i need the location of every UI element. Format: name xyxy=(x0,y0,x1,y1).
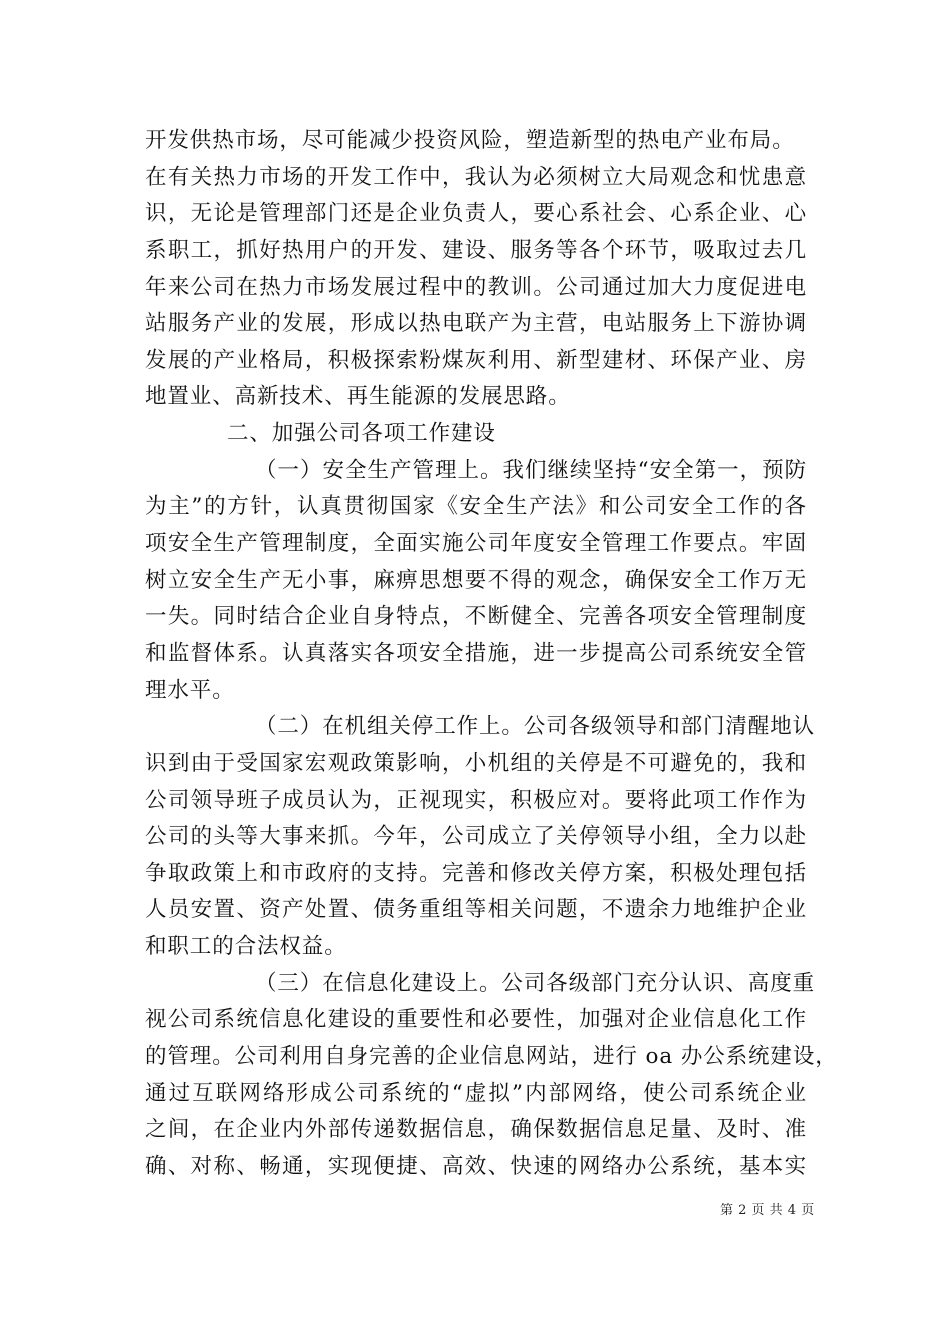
text-line: 树立安全生产无小事，麻痹思想要不得的观念，确保安全工作万无 xyxy=(145,567,807,593)
text-line: 和职工的合法权益。 xyxy=(145,934,347,960)
text-line: 理水平。 xyxy=(145,677,235,703)
text-line: 之间，在企业内外部传递数据信息，确保数据信息足量、及时、准 xyxy=(145,1117,807,1143)
text-line: 视公司系统信息化建设的重要性和必要性，加强对企业信息化工作 xyxy=(145,1007,807,1033)
section-heading xyxy=(145,416,807,453)
text-line: 一失。同时结合企业自身特点，不断健全、完善各项安全管理制度 xyxy=(145,604,807,630)
text-line: （三）在信息化建设上。公司各级部门充分认识、高度重 xyxy=(255,970,816,996)
paragraph-safety-management xyxy=(145,453,807,709)
paragraph-heat-market xyxy=(145,123,807,416)
text-line: 项安全生产管理制度，全面实施公司年度安全管理工作要点。牢固 xyxy=(145,531,807,557)
text-line: 的管理。公司利用自身完善的企业信息网站，进行 oa 办公系统建设， xyxy=(145,1044,838,1070)
paragraph-unit-shutdown xyxy=(145,709,816,965)
text-line: 通过互联网络形成公司系统的“虚拟”内部网络，使公司系统企业 xyxy=(145,1080,807,1106)
section-heading-text: 二、加强公司各项工作建设 xyxy=(227,421,496,447)
text-line: （二）在机组关停工作上。公司各级领导和部门清醒地认 xyxy=(255,714,816,740)
text-line: 在有关热力市场的开发工作中，我认为必须树立大局观念和忧患意 xyxy=(145,164,807,190)
text-line: 为主”的方针，认真贯彻国家《安全生产法》和公司安全工作的各 xyxy=(145,494,807,520)
text-line: 公司领导班子成员认为，正视现实，积极应对。要将此项工作作为 xyxy=(145,787,807,813)
text-line: 争取政策上和市政府的支持。完善和修改关停方案，积极处理包括 xyxy=(145,860,807,886)
text-line: （一）安全生产管理上。我们继续坚持“安全第一，预防 xyxy=(255,457,807,483)
text-line: 人员安置、资产处置、债务重组等相关问题，不遗余力地维护企业 xyxy=(145,897,807,923)
text-line: 站服务产业的发展，形成以热电联产为主营，电站服务上下游协调 xyxy=(145,311,807,337)
text-line: 地置业、高新技术、再生能源的发展思路。 xyxy=(145,384,571,410)
text-line: 系职工，抓好热用户的开发、建设、服务等各个环节，吸取过去几 xyxy=(145,237,807,263)
text-line: 识到由于受国家宏观政策影响，小机组的关停是不可避免的，我和 xyxy=(145,750,807,776)
document-body xyxy=(145,123,838,1186)
text-line: 确、对称、畅通，实现便捷、高效、快速的网络办公系统，基本实 xyxy=(145,1153,807,1179)
paragraph-informatization xyxy=(145,966,838,1186)
text-line: 公司的头等大事来抓。今年，公司成立了关停领导小组，全力以赴 xyxy=(145,824,807,850)
text-line: 识，无论是管理部门还是企业负责人，要心系社会、心系企业、心 xyxy=(145,201,807,227)
text-line: 年来公司在热力市场发展过程中的教训。公司通过加大力度促进电 xyxy=(145,274,807,300)
page-number-footer: 第 2 页 共 4 页 xyxy=(720,1203,815,1218)
text-line: 发展的产业格局，积极探索粉煤灰利用、新型建材、环保产业、房 xyxy=(145,347,807,373)
text-line: 和监督体系。认真落实各项安全措施，进一步提高公司系统安全管 xyxy=(145,640,807,666)
text-line: 开发供热市场，尽可能减少投资风险，塑造新型的热电产业布局。 xyxy=(145,128,795,153)
